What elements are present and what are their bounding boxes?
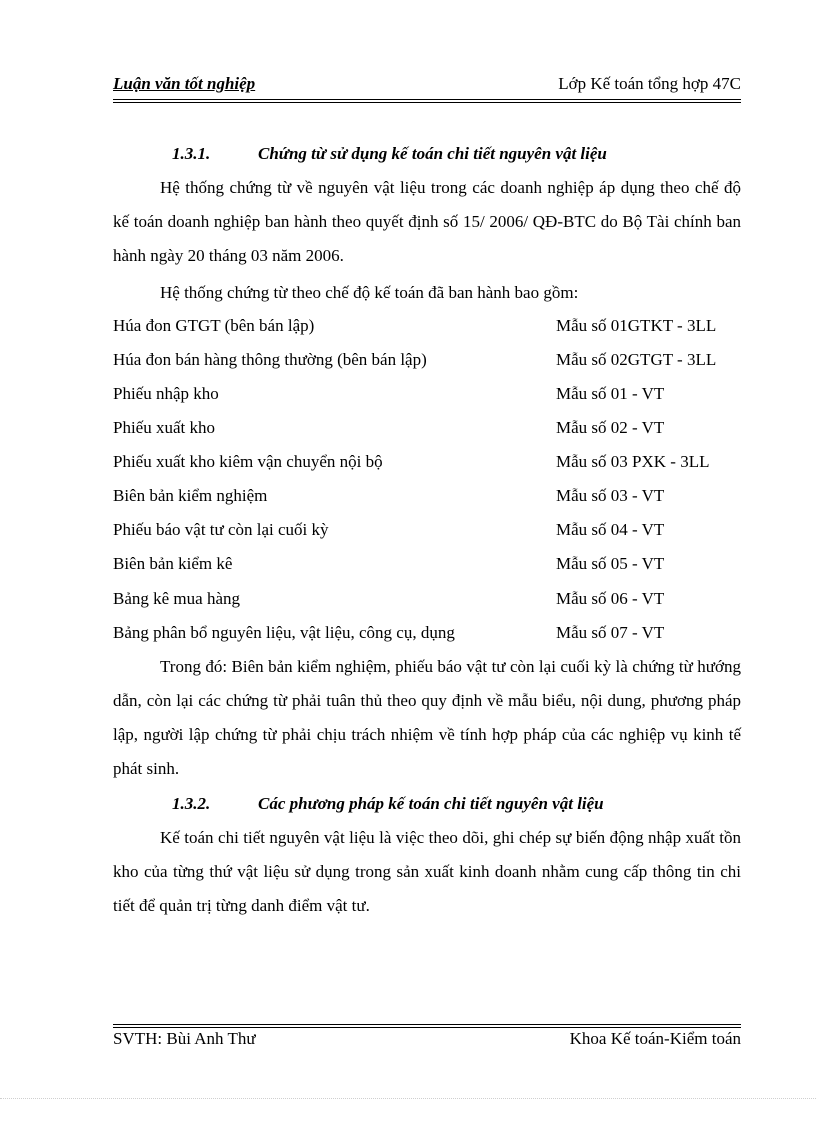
- document-form-code: Mẫu số 01GTKT - 3LL: [556, 316, 717, 335]
- document-form-code: Mẫu số 02 - VT: [556, 418, 665, 437]
- document-name: Biên bản kiểm kê: [113, 554, 233, 573]
- document-name: Bảng kê mua hàng: [113, 589, 240, 608]
- document-row: [113, 520, 741, 544]
- document-name: Húa đon GTGT (bên bán lập): [113, 316, 315, 335]
- document-name: Phiếu xuất kho kiêm vận chuyển nội bộ: [113, 452, 383, 471]
- document-form-code: Mẫu số 01 - VT: [556, 384, 665, 403]
- thesis-label: Luận văn tốt nghiệp: [113, 74, 256, 93]
- document-name: Bảng phân bổ nguyên liệu, vật liệu, công cụ, dụng: [113, 623, 455, 642]
- document-form-code: Mẫu số 06 - VT: [556, 589, 665, 608]
- document-row: [113, 486, 741, 510]
- section-title: Các phương pháp kế toán chi tiết nguyên vật liệu: [258, 794, 604, 813]
- section-number: 1.3.1.: [172, 144, 211, 163]
- section-heading-1-3-2: [172, 794, 604, 814]
- document-row: [113, 554, 741, 578]
- document-form-code: Mẫu số 02GTGT - 3LL: [556, 350, 717, 369]
- page-header: [113, 74, 741, 100]
- document-name: Phiếu xuất kho: [113, 418, 215, 437]
- paragraph-detailed-accounting: Kế toán chi tiết nguyên vật liệu là việc theo dõi, ghi chép sự biến động nhập xuất tồn kho của từng thứ vật liệu sử dụng trong sản xuất kinh doanh nhằm cung cấp thông tin chi tiết để quản trị từng danh điểm vật tư.: [113, 828, 741, 915]
- document-form-code: Mẫu số 04 - VT: [556, 520, 665, 539]
- page-edge-divider: [0, 1098, 816, 1099]
- faculty-name: Khoa Kế toán-Kiểm toán: [569, 1029, 741, 1048]
- student-name: SVTH: Bùi Anh Thư: [113, 1029, 256, 1048]
- document-name: Phiếu nhập kho: [113, 384, 219, 403]
- section-title: Chứng từ sử dụng kế toán chi tiết nguyên vật liệu: [258, 144, 607, 163]
- document-form-code: Mẫu số 03 PXK - 3LL: [556, 452, 710, 471]
- page-footer: [113, 1029, 741, 1053]
- document-row: [113, 623, 741, 647]
- document-name: Biên bản kiểm nghiệm: [113, 486, 268, 505]
- document-form-code: Mẫu số 03 - VT: [556, 486, 665, 505]
- document-row: [113, 350, 741, 374]
- document-list-intro: Hệ thống chứng từ theo chế độ kế toán đã ban hành bao gồm:: [160, 283, 579, 302]
- section-number: 1.3.2.: [172, 794, 211, 813]
- section-heading-1-3-1: [172, 144, 607, 164]
- document-row: [113, 589, 741, 613]
- header-divider: [113, 99, 741, 103]
- paragraph-document-system: Hệ thống chứng từ về nguyên vật liệu trong các doanh nghiệp áp dụng theo chế độ kế toán doanh nghiệp ban hành theo quyết định số 15/ 2006/ QĐ-BTC do Bộ Tài chính ban hành ngày 20 tháng 03 năm 2006.: [113, 178, 741, 265]
- document-form-code: Mẫu số 05 - VT: [556, 554, 665, 573]
- document-row: [113, 452, 741, 476]
- document-row: [113, 418, 741, 442]
- class-label: Lớp Kế toán tổng hợp 47C: [558, 74, 741, 93]
- footer-divider: [113, 1024, 741, 1028]
- paragraph-guidance-note: Trong đó: Biên bản kiểm nghiệm, phiếu báo vật tư còn lại cuối kỳ là chứng từ hướng dẫn, còn lại các chứng từ phải tuân thủ theo quy định về mẫu biểu, nội dung, phương pháp lập, người lập chứng từ phải chịu trách nhiệm về tính hợp pháp của các nghiệp vụ kinh tế phát sinh.: [113, 657, 741, 778]
- document-row: [113, 384, 741, 408]
- document-name: Húa đon bán hàng thông thường (bên bán lập): [113, 350, 427, 369]
- document-form-code: Mẫu số 07 - VT: [556, 623, 665, 642]
- document-row: [113, 316, 741, 340]
- document-name: Phiếu báo vật tư còn lại cuối kỳ: [113, 520, 329, 539]
